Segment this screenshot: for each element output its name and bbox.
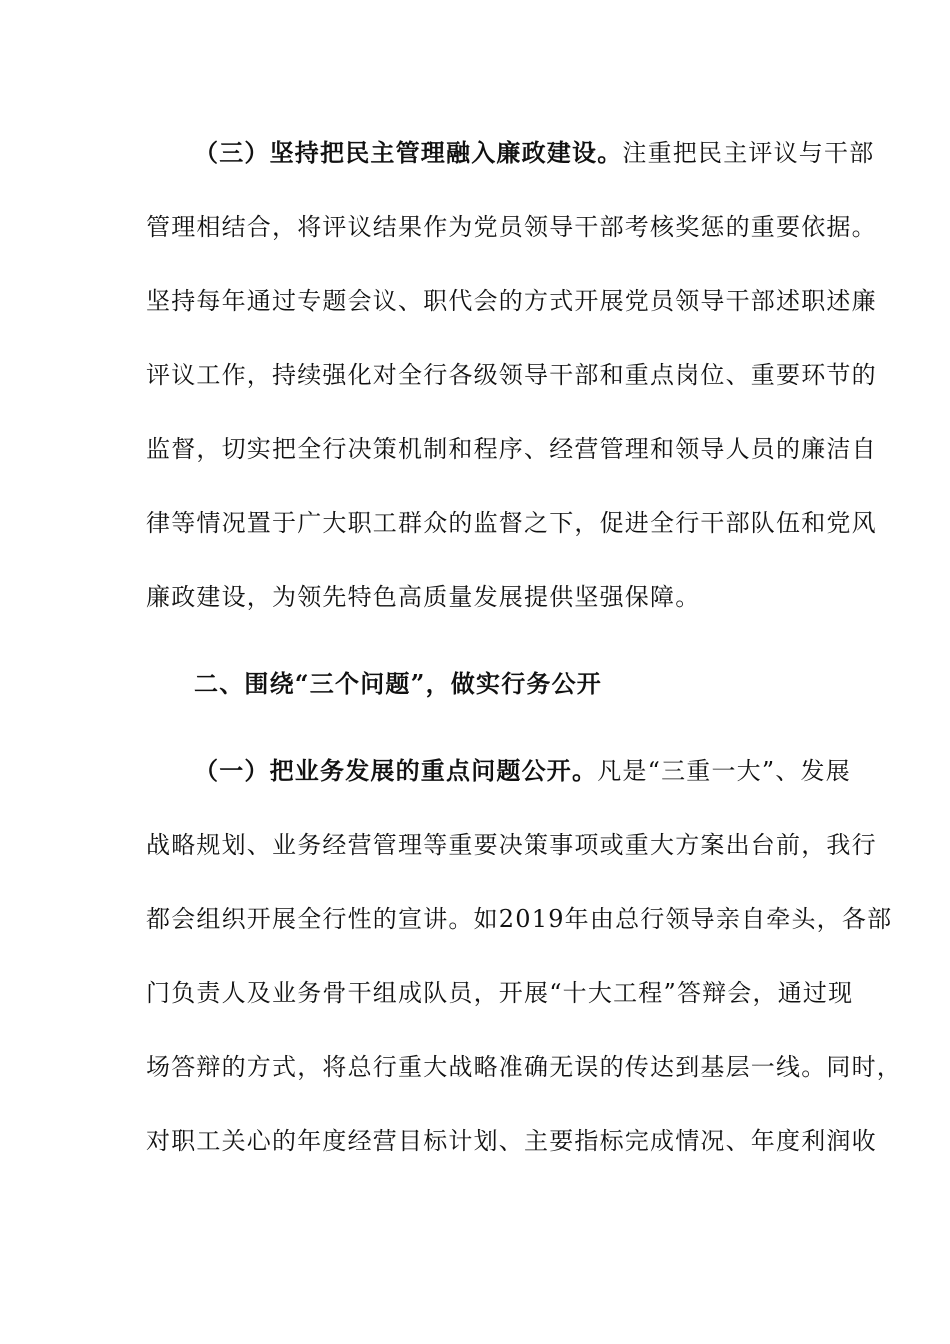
paragraph-1-line-1: [194, 138, 874, 168]
paragraph-2-line-4: 门负责人及业务骨干组成队员，开展“十大工程”答辩会，通过现: [146, 979, 854, 1007]
paragraph-2-line-5: 场答辩的方式，将总行重大战略准确无误的传达到基层一线。同时，: [146, 1053, 902, 1081]
paragraph-1-line-5: 监督，切实把全行决策机制和程序、经营管理和领导人员的廉洁自: [146, 435, 877, 463]
paragraph-2-line-1: [194, 756, 851, 786]
paragraph-1-line-4: 评议工作，持续强化对全行各级领导干部和重点岗位、重要环节的: [146, 361, 877, 389]
paragraph-2-line-6: 对职工关心的年度经营目标计划、主要指标完成情况、年度利润收: [146, 1127, 877, 1155]
paragraph-1-line-7: 廉政建设，为领先特色高质量发展提供坚强保障。: [146, 583, 701, 611]
paragraph-1-line-2: 管理相结合，将评议结果作为党员领导干部考核奖惩的重要依据。: [146, 213, 877, 241]
paragraph-2-line-3: 都会组织开展全行性的宣讲。如2019年由总行领导亲自牵头，各部: [146, 905, 893, 933]
paragraph-1-bold-heading: （三）坚持把民主管理融入廉政建设。: [194, 138, 623, 167]
paragraph-2-line-2: 战略规划、业务经营管理等重要决策事项或重大方案出台前，我行: [146, 831, 877, 859]
paragraph-1-line-1-text: 注重把民主评议与干部: [622, 139, 875, 167]
paragraph-2-line-1-text: 凡是“三重一大”、发展: [597, 757, 851, 785]
paragraph-1-line-6: 律等情况置于广大职工群众的监督之下，促进全行干部队伍和党风: [146, 509, 877, 537]
paragraph-1-line-3: 坚持每年通过专题会议、职代会的方式开展党员领导干部述职述廉: [146, 287, 877, 315]
paragraph-2-bold-heading: （一）把业务发展的重点问题公开。: [194, 756, 598, 785]
section-2-heading: 二、围绕“三个问题”，做实行务公开: [194, 669, 603, 698]
